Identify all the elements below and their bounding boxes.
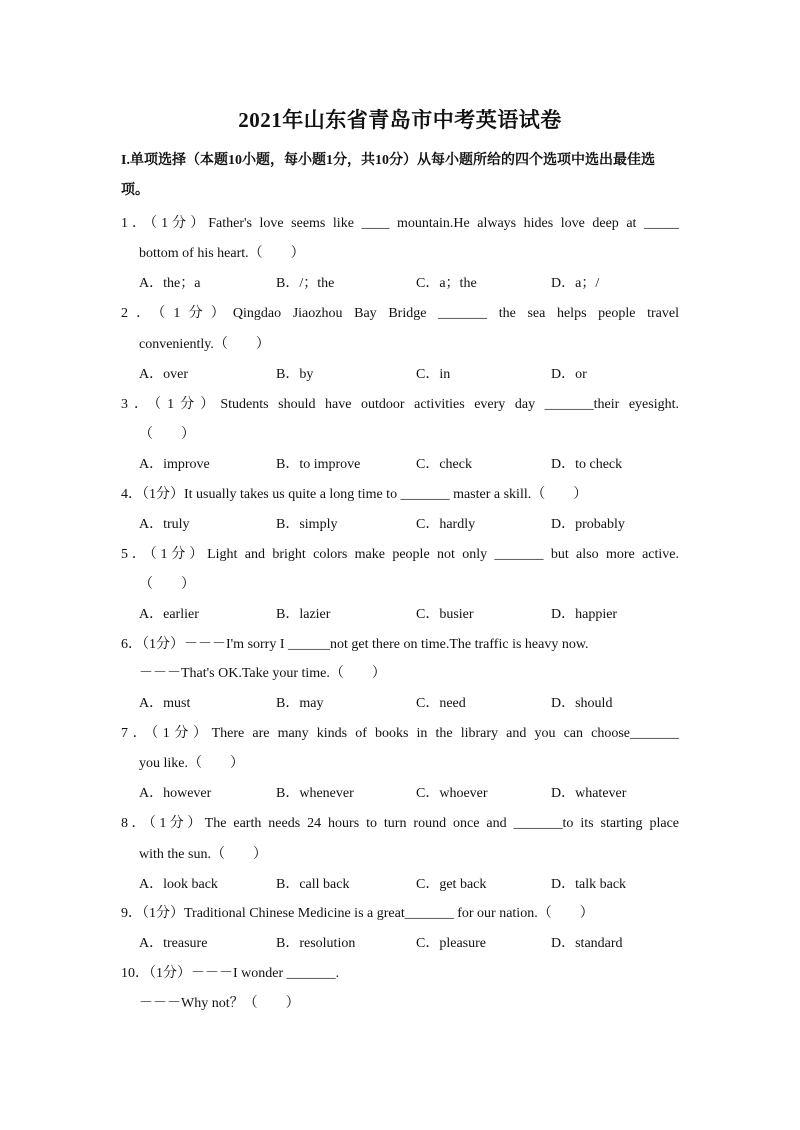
option-d[interactable]: D．a；/	[551, 276, 600, 291]
option-b[interactable]: B．by	[276, 367, 314, 382]
option-c[interactable]: C．busier	[416, 607, 474, 622]
option-c[interactable]: C．hardly	[416, 517, 476, 532]
question-9-line-1: 9．（1分）Traditional Chinese Medicine is a great_______ for our nation.（ ）	[121, 906, 594, 921]
question-2-line-2: conveniently.（ ）	[139, 337, 270, 352]
option-d[interactable]: D．happier	[551, 607, 618, 622]
question-3-line-2: （ ）	[139, 427, 195, 442]
page-title: 2021年山东省青岛市中考英语试卷	[238, 108, 562, 132]
question-7-options	[139, 785, 699, 803]
option-a[interactable]: A．truly	[139, 517, 190, 532]
section-heading: I.单项选择（本题10小题，每小题1分，共10分）从每小题所给的四个选项中选出最佳选项。	[121, 153, 655, 198]
option-d[interactable]: D．standard	[551, 936, 623, 951]
question-6-line-1: 6．（1分）－－－I'm sorry I ______not get there on time.The traffic is heavy now.	[121, 637, 589, 652]
question-3-line-1: 3．（1分）Students should have outdoor activities every day _______their eyesight.	[121, 397, 679, 412]
option-c[interactable]: C．get back	[416, 877, 487, 892]
option-c[interactable]: C．check	[416, 457, 472, 472]
question-1-line-1: 1．（1分）Father's love seems like ____ mountain.He always hides love deep at _____	[121, 216, 679, 231]
question-1-line-2: bottom of his heart.（ ）	[139, 246, 305, 261]
option-c[interactable]: C．a；the	[416, 276, 477, 291]
option-d[interactable]: D．talk back	[551, 877, 627, 892]
option-b[interactable]: B．to improve	[276, 457, 361, 472]
question-5-line-1: 5．（1分）Light and bright colors make people not only _______ but also more active.	[121, 547, 679, 562]
option-a[interactable]: A．earlier	[139, 607, 199, 622]
question-9-options	[139, 935, 699, 953]
option-c[interactable]: C．need	[416, 696, 466, 711]
option-a[interactable]: A．treasure	[139, 936, 208, 951]
question-10-line-2: －－－Why not？（ ）	[139, 996, 300, 1011]
option-d[interactable]: D．whatever	[551, 786, 627, 801]
question-4-line-1: 4．（1分）It usually takes us quite a long time to _______ master a skill.（ ）	[121, 487, 588, 502]
option-c[interactable]: C．pleasure	[416, 936, 486, 951]
question-5-options	[139, 606, 699, 624]
option-d[interactable]: D．to check	[551, 457, 623, 472]
option-a[interactable]: A．look back	[139, 877, 218, 892]
question-7-line-2: you like.（ ）	[139, 756, 244, 771]
question-8-line-2: with the sun.（ ）	[139, 847, 267, 862]
option-b[interactable]: B．lazier	[276, 607, 331, 622]
option-c[interactable]: C．in	[416, 367, 451, 382]
option-b[interactable]: B．/；the	[276, 276, 335, 291]
option-a[interactable]: A．must	[139, 696, 191, 711]
option-a[interactable]: A．the；a	[139, 276, 201, 291]
option-d[interactable]: D．or	[551, 367, 587, 382]
question-6-options	[139, 695, 699, 713]
option-b[interactable]: B．may	[276, 696, 324, 711]
option-a[interactable]: A．improve	[139, 457, 210, 472]
question-2-line-1: 2．（1分）Qingdao Jiaozhou Bay Bridge _______ the sea helps people travel	[121, 306, 679, 321]
option-d[interactable]: D．should	[551, 696, 613, 711]
option-b[interactable]: B．resolution	[276, 936, 356, 951]
option-c[interactable]: C．whoever	[416, 786, 488, 801]
option-b[interactable]: B．simply	[276, 517, 338, 532]
question-5-line-2: （ ）	[139, 577, 195, 592]
option-b[interactable]: B．whenever	[276, 786, 354, 801]
question-8-line-1: 8．（1分）The earth needs 24 hours to turn round once and _______to its starting place	[121, 816, 679, 831]
option-a[interactable]: A．over	[139, 367, 188, 382]
question-4-options	[139, 516, 699, 534]
option-b[interactable]: B．call back	[276, 877, 350, 892]
option-a[interactable]: A．however	[139, 786, 212, 801]
question-8-options	[139, 876, 699, 894]
option-d[interactable]: D．probably	[551, 517, 625, 532]
question-7-line-1: 7．（1分）There are many kinds of books in the library and you can choose_______	[121, 726, 679, 741]
question-10-line-1: 10．（1分）－－－I wonder _______.	[121, 966, 340, 981]
question-6-line-2: －－－That's OK.Take your time.（ ）	[139, 666, 386, 681]
question-3-options	[139, 456, 699, 474]
question-1-options	[139, 275, 699, 293]
question-2-options	[139, 366, 699, 384]
